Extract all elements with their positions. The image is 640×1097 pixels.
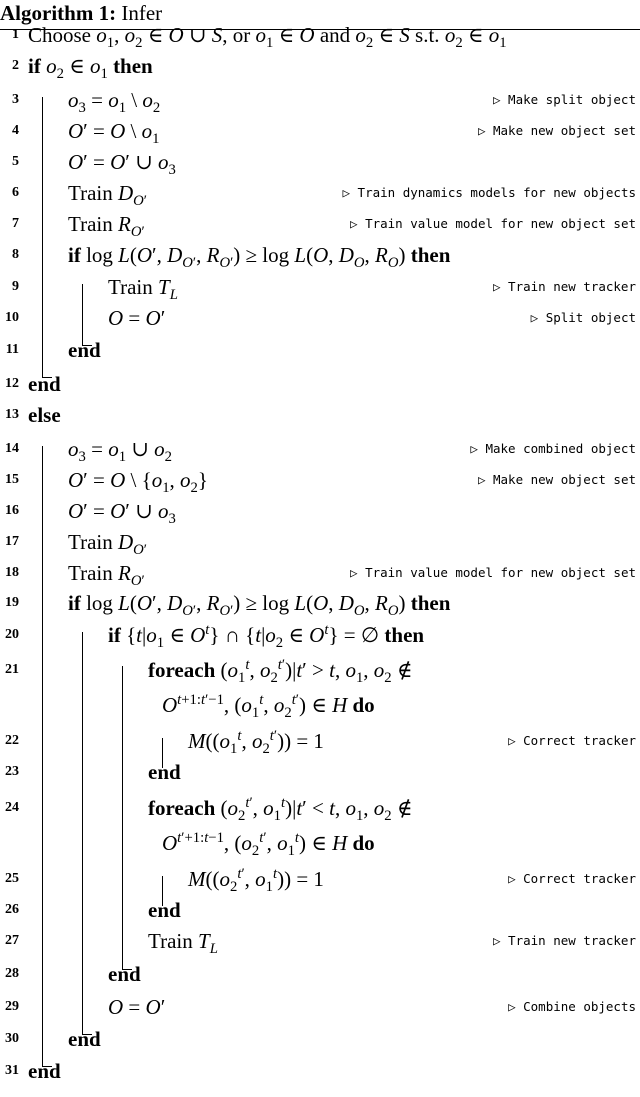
algorithm-line [0, 726, 640, 756]
line-code: $o_3 = o_1$ ∪ $o_2$ [68, 437, 172, 466]
line-code: end [28, 1059, 61, 1083]
algorithm-title-prefix: Algorithm 1: [0, 1, 117, 25]
algorithm-line [0, 240, 640, 270]
line-code: Train $D_{O'}$ [68, 181, 147, 210]
algorithm-title-name: Infer [121, 1, 163, 25]
line-comment: ▷ Combine objects [508, 999, 636, 1014]
line-code: Train $R_{O'}$ [68, 212, 145, 241]
line-code: Train $R_{O'}$ [68, 561, 145, 590]
line-number: 2 [12, 58, 19, 73]
algorithm-line [0, 864, 640, 894]
algorithm-line [0, 1056, 640, 1086]
line-comment: ▷ Make new object set [477, 472, 636, 487]
line-code: end [148, 760, 181, 784]
line-comment: ▷ Train value model for new object set [350, 565, 636, 580]
line-comment: ▷ Make combined object [470, 441, 636, 456]
line-code: end [68, 338, 101, 362]
algorithm-line [0, 793, 640, 823]
line-number: 8 [12, 247, 19, 262]
line-number: 10 [5, 310, 19, 325]
line-number: 11 [5, 342, 19, 357]
algorithm-line [0, 335, 640, 365]
algorithm-line [0, 527, 640, 557]
line-number: 18 [5, 565, 19, 580]
line-code: O′ = O \ $o_1$ [68, 119, 160, 148]
line-number: 5 [12, 154, 19, 169]
line-number: 22 [5, 733, 19, 748]
line-code: O′ = O \ {$o_1$, $o_2$} [68, 468, 208, 497]
line-code: $O^{t'+1:t-1}$, ($o_2^{t'}$, $o_1^t$) ∈ H do [162, 830, 375, 860]
algorithm-line [0, 178, 640, 208]
line-number: 27 [5, 933, 19, 948]
line-number: 13 [5, 407, 19, 422]
line-code: $M((o_2^{t'}$, $o_1^t)) = 1$ [188, 866, 324, 896]
line-comment: ▷ Train value model for new object set [350, 216, 636, 231]
algorithm-line [0, 20, 640, 50]
line-number: 24 [5, 800, 19, 815]
line-number: 26 [5, 902, 19, 917]
line-number: 19 [5, 595, 19, 610]
algorithm-line [0, 116, 640, 146]
line-code: end [68, 1027, 101, 1051]
algorithm-line [0, 51, 640, 81]
line-code: end [28, 372, 61, 396]
line-code: $M((o_1^t$, $o_2^{t'})) = 1$ [188, 728, 324, 758]
line-number: 6 [12, 185, 19, 200]
line-number: 20 [5, 627, 19, 642]
line-number: 25 [5, 871, 19, 886]
line-number: 14 [5, 441, 19, 456]
line-code: end [108, 962, 141, 986]
line-number: 16 [5, 503, 19, 518]
algorithm-line [0, 303, 640, 333]
line-number: 31 [5, 1063, 19, 1078]
line-comment: ▷ Correct tracker [508, 871, 636, 886]
line-code: O′ = O′ ∪ $o_3$ [68, 150, 176, 179]
algorithm-line [0, 85, 640, 115]
algorithm-line [0, 465, 640, 495]
line-code: O′ = O′ ∪ $o_3$ [68, 499, 176, 528]
line-code: Train $T_L$ [108, 275, 178, 304]
line-code: O = O′ [108, 306, 166, 330]
line-code: O = O′ [108, 995, 166, 1019]
algorithm-line [0, 209, 640, 239]
line-code: foreach ($o_1^t$, $o_2^{t'})|t' > t$, $o_1$, $o_2$ ∉ [148, 657, 413, 687]
line-code: $o_3 = o_1$ \ $o_2$ [68, 88, 161, 117]
line-code: if $o_2$ ∈ $o_1$ then [28, 54, 153, 83]
algorithm-line [0, 147, 640, 177]
line-number: 9 [12, 279, 19, 294]
line-code: if log L(O′, $D_{O'}$, $R_{O'}) \ge \log L(O$, $D_O$, $R_O$) then [68, 591, 451, 620]
line-code: if log L(O′, $D_{O'}$, $R_{O'}) \ge \log L(O$, $D_O$, $R_O$) then [68, 243, 451, 272]
algorithm-line [0, 757, 640, 787]
algorithm-line [0, 272, 640, 302]
algorithm-line [0, 655, 640, 685]
algorithm-line [0, 369, 640, 399]
line-number: 12 [5, 376, 19, 391]
line-number: 4 [12, 123, 19, 138]
line-comment: ▷ Split object [530, 310, 636, 325]
line-number: 15 [5, 472, 19, 487]
line-comment: ▷ Make new object set [477, 123, 636, 138]
line-number: 29 [5, 999, 19, 1014]
algorithm-line [0, 828, 640, 858]
line-number: 23 [5, 764, 19, 779]
line-code: $O^{t+1:t'-1}$, ($o_1^t$, $o_2^{t'}$) ∈ H do [162, 692, 375, 722]
algorithm-line [0, 690, 640, 720]
line-comment: ▷ Train dynamics models for new objects [342, 185, 636, 200]
algorithm-line [0, 496, 640, 526]
line-code: Train $D_{O'}$ [68, 530, 147, 559]
line-code: Choose $o_1$, $o_2$ ∈ O ∪ S, or $o_1$ ∈ O and $o_2$ ∈ S s.t. $o_2$ ∈ $o_1$ [28, 23, 507, 52]
algorithm-line [0, 992, 640, 1022]
algorithm-line [0, 926, 640, 956]
line-number: 21 [5, 662, 19, 677]
line-number: 28 [5, 966, 19, 981]
line-number: 3 [12, 92, 19, 107]
line-code: Train $T_L$ [148, 929, 218, 958]
algorithm-line [0, 434, 640, 464]
line-code: if {$t|o_1$ ∈ $O^t$} ∩ {$t|o_2$ ∈ $O^t$} = ∅ then [108, 622, 425, 652]
line-number: 1 [12, 27, 19, 42]
line-code: foreach ($o_2^{t'}$, $o_1^t)|t' < t$, $o_1$, $o_2$ ∉ [148, 795, 413, 825]
line-code: else [28, 403, 61, 427]
algorithm-line [0, 588, 640, 618]
line-code: end [148, 898, 181, 922]
algorithm-line [0, 400, 640, 430]
line-number: 7 [12, 216, 19, 231]
algorithm-line [0, 620, 640, 650]
line-comment: ▷ Train new tracker [493, 279, 636, 294]
line-number: 17 [5, 534, 19, 549]
line-comment: ▷ Make split object [493, 92, 636, 107]
algorithm-line [0, 558, 640, 588]
line-comment: ▷ Train new tracker [493, 933, 636, 948]
algorithm-line [0, 1024, 640, 1054]
line-number: 30 [5, 1031, 19, 1046]
line-comment: ▷ Correct tracker [508, 733, 636, 748]
algorithm-line [0, 959, 640, 989]
algorithm-line [0, 895, 640, 925]
